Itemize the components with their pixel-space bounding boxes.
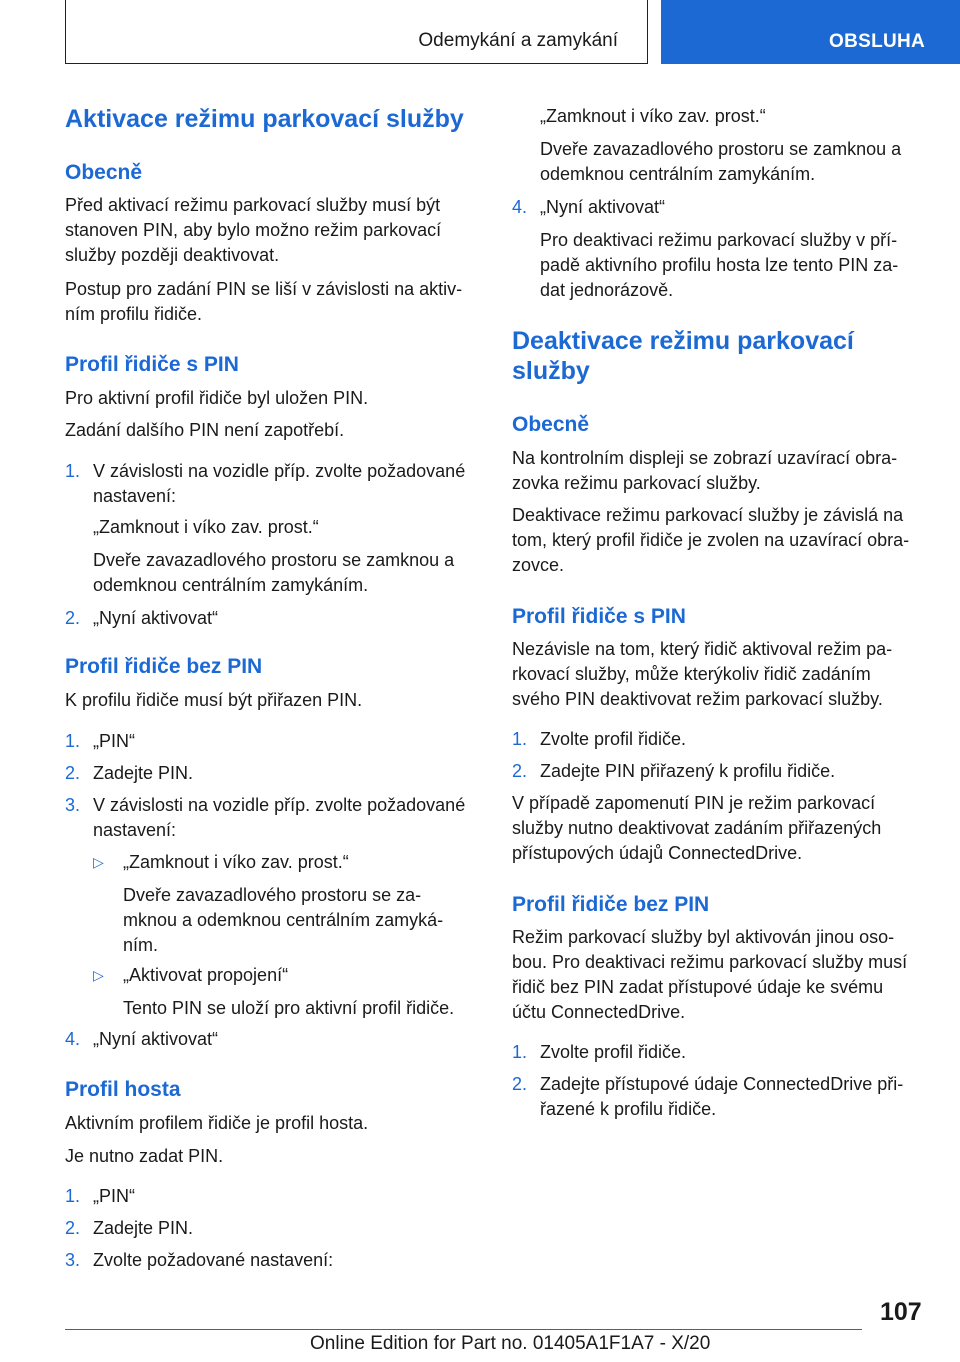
step-number: 1. <box>65 461 81 481</box>
list-item <box>512 195 928 223</box>
step-text: „Nyní aktivovat“ <box>540 197 666 217</box>
left-with-pin-paragraph-1: Pro aktivní profil řidiče byl uložen PIN. <box>65 388 369 408</box>
left-without-pin-heading: Profil řidiče bez PIN <box>65 655 263 678</box>
list-item <box>65 459 481 519</box>
step-text: V závislosti na vozidle příp. zvolte požadované nastavení: <box>93 461 466 506</box>
right-without-pin-paragraph: Režim parkovací služby byl aktivován jinou oso- bou. Pro deaktivaci režimu parkovací služby musí řidič bez PIN zadat přístupové údaje ke svému účtu ConnectedDrive. <box>512 927 908 1022</box>
list-item <box>512 1040 928 1068</box>
left-with-pin-heading: Profil řidiče s PIN <box>65 353 239 376</box>
list-item <box>65 850 481 960</box>
step-text: „Nyní aktivovat“ <box>93 1029 219 1049</box>
list-item <box>512 759 928 787</box>
activation-title: Aktivace režimu parkovací služby <box>65 105 464 133</box>
triangle-right-icon: ▷ <box>93 854 104 870</box>
right-general-paragraph-1: Na kontrolním displeji se zobrazí uzavírací obra- zovka režimu parkovací služby. <box>512 448 898 493</box>
step-number: 3. <box>65 1250 81 1270</box>
footer-edition: Online Edition for Part no. 01405A1F1A7 - X/20 <box>310 1333 711 1354</box>
option-label: „Zamknout i víko zav. prost.“ <box>540 106 766 126</box>
right-without-pin-heading: Profil řidiče bez PIN <box>512 893 710 916</box>
step-number: 2. <box>65 763 81 783</box>
right-with-pin-paragraph-1: Nezávisle na tom, který řidič aktivoval režim pa- rkovací služby, může kterýkoliv řidič zadáním svého PIN deaktivovat režim parkovací služby. <box>512 639 893 709</box>
step-text: Zadejte PIN. <box>93 1218 194 1238</box>
step-text: Zadejte přístupové údaje ConnectedDrive při- řazené k profilu řidiče. <box>540 1074 904 1119</box>
left-with-pin-paragraph-2: Zadání dalšího PIN není zapotřebí. <box>65 420 345 440</box>
option-text: „Aktivovat propojení“ Tento PIN se uloží pro aktivní profil řidiče. <box>123 965 455 1018</box>
step-text: „PIN“ <box>93 731 135 751</box>
list-item <box>65 761 481 789</box>
step-number: 1. <box>512 1042 528 1062</box>
step-text: Zadejte PIN přiřazený k profilu řidiče. <box>540 761 836 781</box>
left-guest-paragraph-2: Je nutno zadat PIN. <box>65 1146 224 1166</box>
list-item <box>65 729 481 757</box>
step-text: Zvolte profil řidiče. <box>540 729 687 749</box>
left-general-heading: Obecně <box>65 161 143 184</box>
option-label: „Zamknout i víko zav. prost.“ <box>93 517 319 537</box>
step-text: „Nyní aktivovat“ <box>93 608 219 628</box>
step-number: 1. <box>512 729 528 749</box>
left-general-paragraph-1: Před aktivací režimu parkovací služby musí být stanoven PIN, aby bylo možno režim parkovací služby později deaktivovat. <box>65 195 442 265</box>
option-text: „Zamknout i víko zav. prost.“ Dveře zavazadlového prostoru se za- mknou a odemknou centrálním zamyká- ním. <box>123 852 444 955</box>
triangle-right-icon: ▷ <box>93 967 104 983</box>
list-item <box>65 793 481 853</box>
step-text: Zvolte požadované nastavení: <box>93 1250 334 1270</box>
left-guest-heading: Profil hosta <box>65 1078 181 1101</box>
step-number: 2. <box>512 761 528 781</box>
list-item <box>65 1184 481 1212</box>
list-item <box>512 727 928 755</box>
step-number: 4. <box>512 197 528 217</box>
deactivation-title: Deaktivace režimu parkovací služby <box>512 327 854 385</box>
step-text: Zadejte PIN. <box>93 763 194 783</box>
right-general-paragraph-2: Deaktivace režimu parkovací služby je závislá na tom, který profil řidiče je zvolen na uzavírací obra- zovce. <box>512 505 910 575</box>
right-with-pin-paragraph-2: V případě zapomenutí PIN je režim parkovací služby nutno deaktivovat zadáním přiřazených přístupových údajů ConnectedDrive. <box>512 793 882 863</box>
step-number: 1. <box>65 1186 81 1206</box>
step-text: „PIN“ <box>93 1186 135 1206</box>
header-chapter-tab: OBSLUHA <box>661 0 960 64</box>
step-number: 2. <box>65 1218 81 1238</box>
option-description: Dveře zavazadlového prostoru se zamknou a odemknou centrálním zamykáním. <box>93 550 455 595</box>
right-with-pin-heading: Profil řidiče s PIN <box>512 605 686 628</box>
left-without-pin-paragraph: K profilu řidiče musí být přiřazen PIN. <box>65 690 363 710</box>
step-number: 4. <box>65 1029 81 1049</box>
list-item <box>65 1216 481 1244</box>
option-description: Dveře zavazadlového prostoru se zamknou a odemknou centrálním zamykáním. <box>540 139 902 184</box>
list-item <box>65 1248 481 1276</box>
step-number: 2. <box>512 1074 528 1094</box>
step-text: V závislosti na vozidle příp. zvolte požadované nastavení: <box>93 795 466 840</box>
step-number: 1. <box>65 731 81 751</box>
left-guest-paragraph-1: Aktivním profilem řidiče je profil hosta. <box>65 1113 369 1133</box>
header-section-title: Odemykání a zamykání <box>418 30 618 51</box>
list-item <box>65 606 481 634</box>
page-number: 107 <box>880 1298 922 1326</box>
list-item <box>512 1072 928 1128</box>
step-text: Zvolte profil řidiče. <box>540 1042 687 1062</box>
header-section-box <box>65 0 648 64</box>
step-description: Pro deaktivaci režimu parkovací služby v pří- padě aktivního profilu hosta lze tento PIN za- dat jednorázově. <box>540 230 899 300</box>
right-general-heading: Obecně <box>512 413 590 436</box>
footer-divider <box>65 1329 862 1330</box>
step-number: 2. <box>65 608 81 628</box>
list-item <box>65 1027 481 1055</box>
left-general-paragraph-2: Postup pro zadání PIN se liší v závislosti na aktiv- ním profilu řidiče. <box>65 279 463 324</box>
step-number: 3. <box>65 795 81 815</box>
list-item <box>65 963 481 1023</box>
